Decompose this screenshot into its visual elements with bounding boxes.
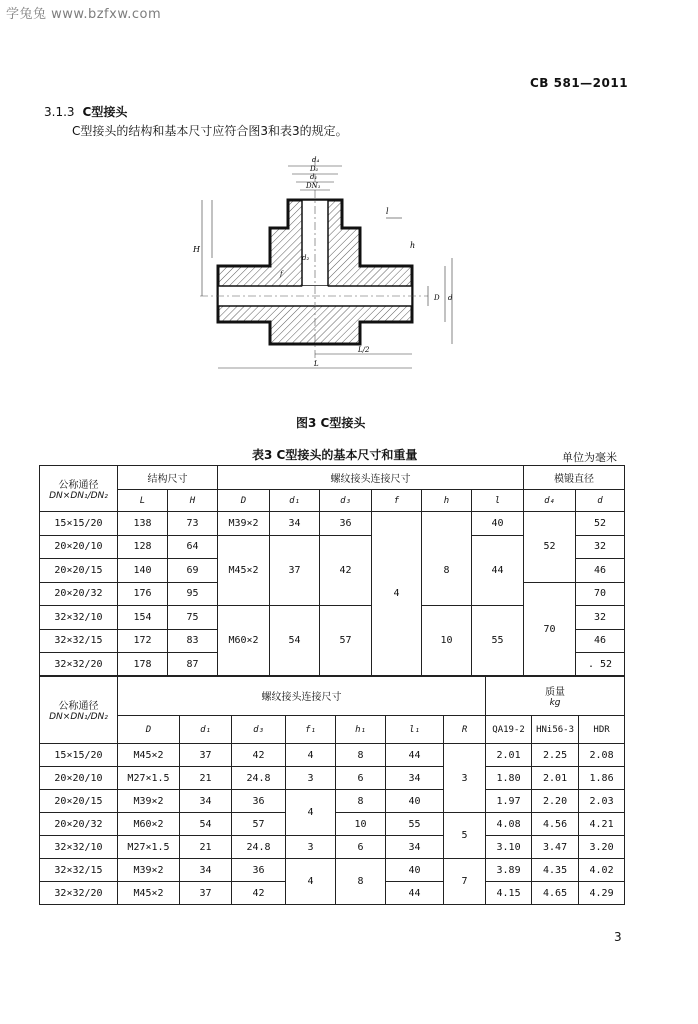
col2-f1: f₁ <box>286 716 336 744</box>
col-D: D <box>218 490 270 512</box>
col2-D: D <box>118 716 180 744</box>
table-row: 32×32/20 178 87 . 52 <box>40 653 625 677</box>
watermark: 学兔兔 www.bzfxw.com <box>6 7 162 22</box>
figure-caption: 图3 C型接头 <box>296 416 366 430</box>
label-d4: d₄ <box>312 156 320 164</box>
table-row: 20×20/32 M60×2 54 57 10 55 5 4.08 4.56 4.21 <box>40 813 625 836</box>
table-row: 32×32/15 172 83 46 <box>40 629 625 653</box>
table-thread-mass <box>39 675 625 905</box>
label-D1: D₁ <box>310 165 319 173</box>
label-d2: d₂ <box>302 254 310 262</box>
col2-d1: d₁ <box>180 716 232 744</box>
col-H: H <box>168 490 218 512</box>
col2-hdr: HDR <box>579 716 625 744</box>
col-f: f <box>372 490 422 512</box>
label-L2: L/2 <box>358 346 370 354</box>
table-structure-dimensions <box>39 465 625 677</box>
label-d1: d₁ <box>310 173 318 181</box>
header-nominal: 公称通径 DN×DN₁/DN₂ <box>40 466 118 512</box>
col2-qa19: QA19-2 <box>486 716 532 744</box>
unit-note: 单位为毫米 <box>562 451 617 464</box>
col2-R: R <box>444 716 486 744</box>
col-d3: d₃ <box>320 490 372 512</box>
col-d: d <box>576 490 625 512</box>
standard-number: CB 581—2011 <box>530 76 629 90</box>
table-row: 15×15/20 138 73 M39×2 34 36 4 40 52 52 <box>40 512 625 536</box>
table-caption: 表3 C型接头的基本尺寸和重量 <box>252 448 418 462</box>
col-d1: d₁ <box>270 490 320 512</box>
header-forging: 模锻直径 <box>524 466 625 490</box>
label-L: L <box>314 360 319 368</box>
label-f: f <box>280 270 283 278</box>
col-l: l <box>472 490 524 512</box>
header-mass: 质量 kg <box>486 676 625 716</box>
label-h: h <box>410 241 416 250</box>
table-row: 32×32/10 154 75 M60×2 54 57 10 55 32 <box>40 606 625 630</box>
label-D: D <box>434 294 440 302</box>
label-H: H <box>193 245 200 254</box>
table-row: 32×32/15 M39×2 34 36 4 8 40 7 3.89 4.35 4.02 <box>40 859 625 882</box>
table-row: 20×20/15 140 69 46 <box>40 559 625 583</box>
table-row: 32×32/10 M27×1.5 21 24.8 3 6 34 3.10 3.47 3.20 <box>40 836 625 859</box>
header-structure: 结构尺寸 <box>118 466 218 490</box>
header-nominal-2: 公称通径 DN×DN₁/DN₂ <box>40 676 118 744</box>
table-row: 15×15/20 M45×2 37 42 4 8 44 3 2.01 2.25 2.08 <box>40 744 625 767</box>
page-number: 3 <box>614 930 622 944</box>
section-heading <box>44 103 127 120</box>
table-row: 20×20/10 M27×1.5 21 24.8 3 6 34 1.80 2.01 1.86 <box>40 767 625 790</box>
col-d4: d₄ <box>524 490 576 512</box>
col2-d3: d₃ <box>232 716 286 744</box>
section-number: 3.1.3 <box>44 105 75 119</box>
header-thread-2: 螺纹接头连接尺寸 <box>118 676 486 716</box>
label-d: d <box>448 294 453 302</box>
table-row: 32×32/20 M45×2 37 42 44 4.15 4.65 4.29 <box>40 882 625 905</box>
col2-hni56: HNi56-3 <box>532 716 579 744</box>
table-row: 20×20/10 128 64 M45×2 37 42 8 44 32 <box>40 535 625 559</box>
label-l: l <box>386 207 389 216</box>
col2-h1: h₁ <box>336 716 386 744</box>
label-DN: DN₁ <box>306 182 321 190</box>
col2-l1: l₁ <box>386 716 444 744</box>
section-title: C型接头 <box>82 105 128 119</box>
intro-paragraph: C型接头的结构和基本尺寸应符合图3和表3的规定。 <box>72 124 348 138</box>
col-h: h <box>422 490 472 512</box>
table-row: 20×20/15 M39×2 34 36 4 8 40 1.97 2.20 2.03 <box>40 790 625 813</box>
col-L: L <box>118 490 168 512</box>
table-row: 20×20/32 176 95 70 70 <box>40 582 625 606</box>
header-thread: 螺纹接头连接尺寸 <box>218 466 524 490</box>
c-joint-drawing <box>190 148 460 380</box>
